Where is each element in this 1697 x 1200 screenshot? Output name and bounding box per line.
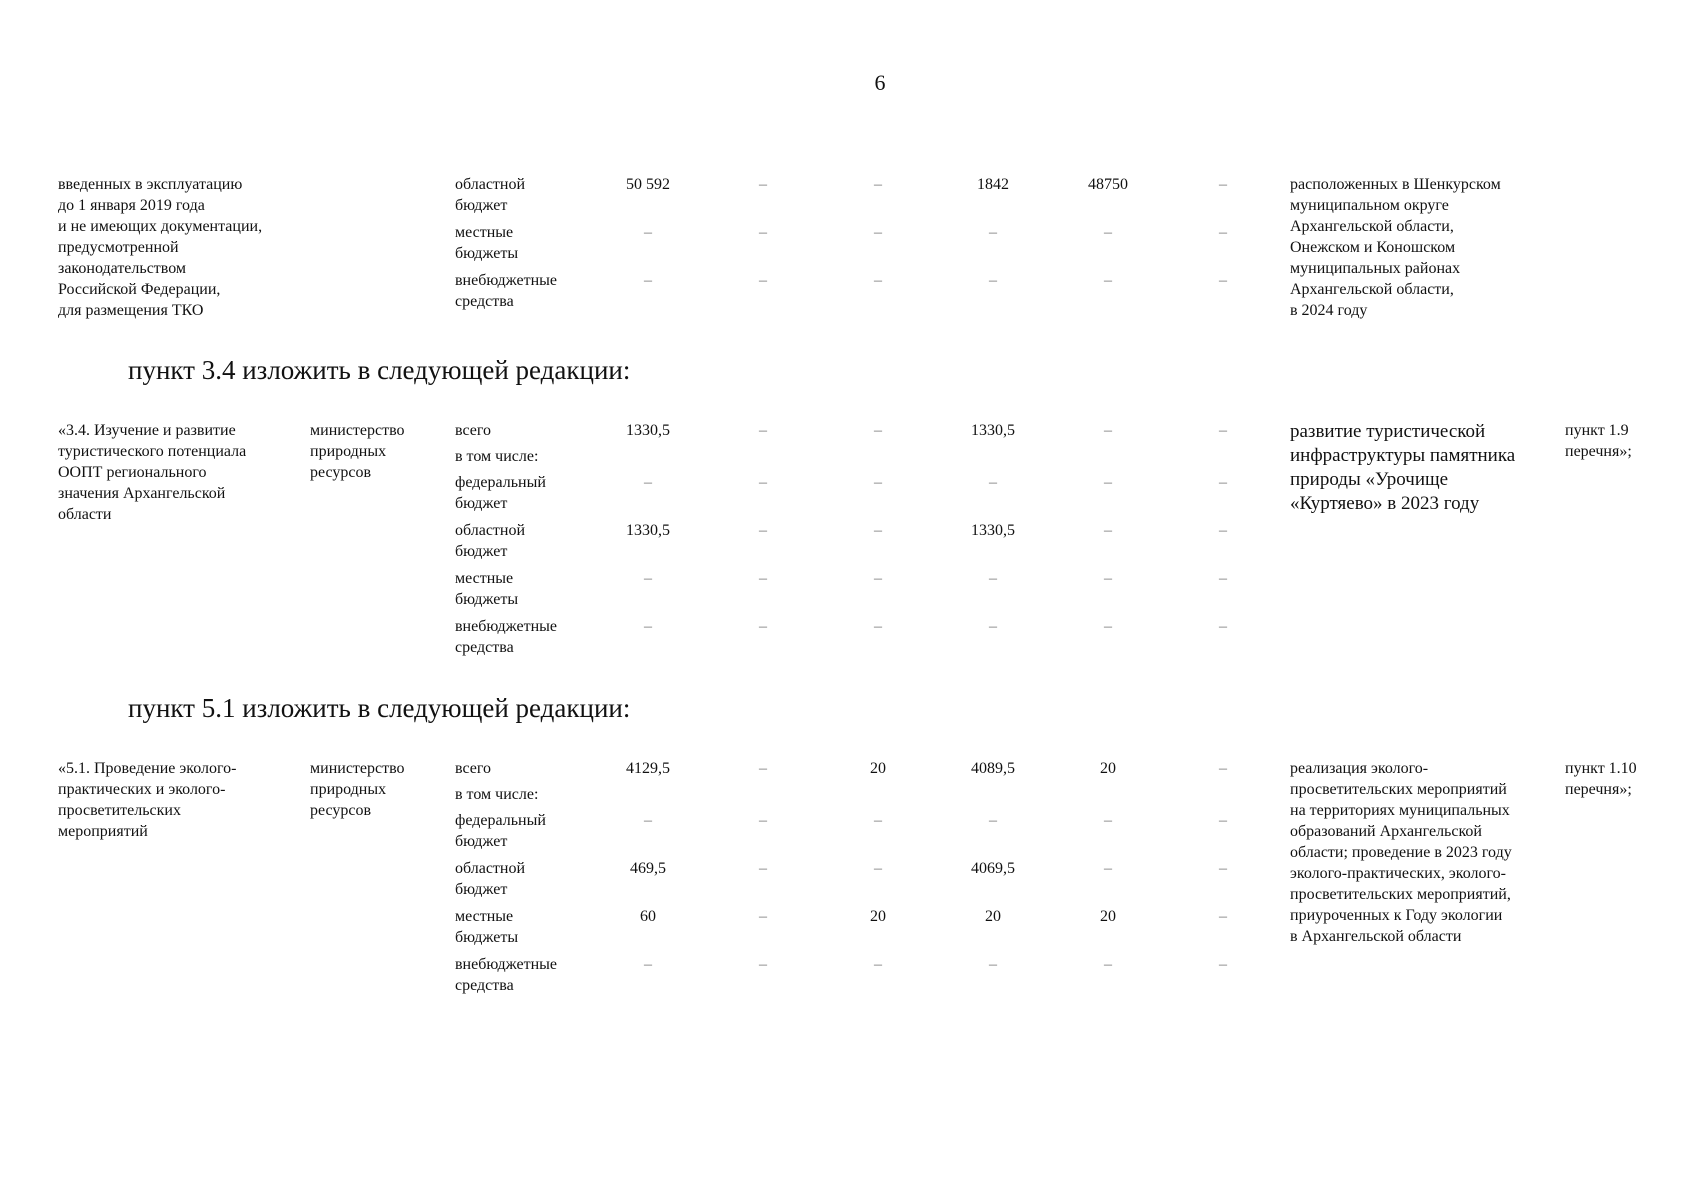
funding-value: –: [644, 812, 652, 829]
funding-value: –: [989, 618, 997, 635]
responsible-line: министерство: [310, 422, 405, 439]
description-line: Российской Федерации,: [58, 281, 221, 298]
description-line: мероприятий: [58, 823, 148, 840]
funding-source-line: местные: [455, 908, 514, 925]
result-line: природы «Урочище: [1290, 469, 1449, 490]
result-line: развитие туристической: [1290, 421, 1486, 442]
result-line: «Куртяево» в 2023 году: [1290, 493, 1480, 514]
result-line: реализация эколого-: [1290, 760, 1429, 777]
funding-value: 1330,5: [626, 522, 670, 539]
funding-value: –: [759, 618, 767, 635]
funding-source-line: областной: [455, 522, 526, 539]
funding-value: 20: [1100, 908, 1116, 925]
funding-value: 4089,5: [971, 760, 1015, 777]
funding-source: [455, 174, 605, 216]
funding-value: –: [1219, 812, 1227, 829]
reference: [1565, 420, 1685, 462]
funding-source-line: бюджет: [455, 495, 508, 512]
funding-source: [455, 758, 605, 779]
responsible-line: природных: [310, 443, 387, 460]
funding-value: 469,5: [630, 860, 666, 877]
measure-description: [58, 420, 298, 525]
description-line: для размещения ТКО: [58, 302, 204, 319]
funding-value: –: [874, 422, 882, 439]
funding-source: [455, 954, 605, 996]
result-line: просветительских мероприятий: [1290, 781, 1507, 798]
funding-value: –: [874, 474, 882, 491]
funding-source: [455, 420, 605, 441]
result-line: инфраструктуры памятника: [1290, 445, 1516, 466]
result-line: эколого-практических, эколого-: [1290, 865, 1506, 882]
funding-value: –: [759, 760, 767, 777]
measure-description: [58, 758, 298, 842]
section-heading: пункт 5.1 изложить в следующей редакции:: [128, 693, 631, 723]
result-line: приуроченных к Году экологии: [1290, 907, 1503, 924]
responsible-line: ресурсов: [310, 464, 372, 481]
funding-value: –: [759, 812, 767, 829]
funding-value: –: [874, 224, 882, 241]
funding-value: –: [989, 570, 997, 587]
funding-value: 1330,5: [971, 422, 1015, 439]
funding-source-line: бюджет: [455, 881, 508, 898]
funding-value: –: [759, 956, 767, 973]
funding-value: –: [874, 812, 882, 829]
funding-value: –: [1219, 618, 1227, 635]
funding-value: –: [874, 860, 882, 877]
funding-source: [455, 520, 605, 562]
funding-source: [455, 784, 605, 805]
funding-source-line: бюджеты: [455, 929, 519, 946]
funding-source: [455, 222, 605, 264]
funding-value: –: [759, 422, 767, 439]
funding-value: –: [644, 570, 652, 587]
funding-value: –: [759, 272, 767, 289]
funding-value: –: [759, 570, 767, 587]
description-line: до 1 января 2019 года: [58, 197, 205, 214]
funding-value: –: [989, 474, 997, 491]
funding-source-line: областной: [455, 176, 526, 193]
funding-source-line: в том числе:: [455, 786, 539, 803]
funding-source-line: федеральный: [455, 474, 546, 491]
reference-line: пункт 1.10: [1565, 760, 1637, 777]
funding-source: [455, 446, 605, 467]
funding-source-line: бюджет: [455, 833, 508, 850]
expected-result: [1290, 758, 1560, 947]
funding-source: [455, 810, 605, 852]
funding-value: 60: [640, 908, 656, 925]
funding-value: –: [989, 272, 997, 289]
funding-value: –: [874, 272, 882, 289]
funding-value: –: [1219, 422, 1227, 439]
funding-value: 20: [985, 908, 1001, 925]
funding-value: –: [1104, 956, 1112, 973]
funding-value: 48750: [1088, 176, 1128, 193]
description-line: практических и эколого-: [58, 781, 226, 798]
funding-value: –: [1219, 224, 1227, 241]
funding-source-line: федеральный: [455, 812, 546, 829]
expected-result: [1290, 420, 1550, 516]
funding-value: 1330,5: [626, 422, 670, 439]
description-line: ООПТ регионального: [58, 464, 207, 481]
funding-source-line: внебюджетные: [455, 618, 557, 635]
description-line: предусмотренной: [58, 239, 179, 256]
description-line: «3.4. Изучение и развитие: [58, 422, 236, 439]
funding-value: –: [644, 618, 652, 635]
result-line: Онежском и Коношском: [1290, 239, 1456, 256]
funding-value: –: [1104, 812, 1112, 829]
description-line: и не имеющих документации,: [58, 218, 263, 235]
funding-source-line: средства: [455, 639, 514, 656]
funding-source-line: областной: [455, 860, 526, 877]
funding-value: –: [759, 224, 767, 241]
description-line: введенных в эксплуатацию: [58, 176, 243, 193]
description-line: области: [58, 506, 112, 523]
funding-value: –: [1104, 860, 1112, 877]
funding-value: –: [1104, 272, 1112, 289]
funding-source: [455, 568, 605, 610]
funding-value: –: [1219, 522, 1227, 539]
funding-value: –: [1219, 956, 1227, 973]
funding-value: –: [1219, 272, 1227, 289]
funding-value: –: [874, 618, 882, 635]
funding-value: –: [1219, 760, 1227, 777]
funding-source-line: средства: [455, 977, 514, 994]
measure-description: [58, 174, 298, 321]
funding-source-line: средства: [455, 293, 514, 310]
responsible-executor: [310, 758, 440, 821]
funding-value: –: [644, 272, 652, 289]
description-line: «5.1. Проведение эколого-: [58, 760, 237, 777]
funding-value: –: [874, 956, 882, 973]
section-heading: пункт 3.4 изложить в следующей редакции:: [128, 355, 631, 385]
responsible-line: природных: [310, 781, 387, 798]
result-line: муниципальном округе: [1290, 197, 1449, 214]
description-line: туристического потенциала: [58, 443, 247, 460]
funding-value: –: [1104, 422, 1112, 439]
funding-value: –: [759, 176, 767, 193]
result-line: образований Архангельской: [1290, 823, 1482, 840]
result-line: Архангельской области,: [1290, 281, 1454, 298]
result-line: области; проведение в 2023 году: [1290, 844, 1512, 861]
result-line: в Архангельской области: [1290, 928, 1462, 945]
funding-value: 20: [870, 908, 886, 925]
page-number: 6: [874, 70, 886, 95]
funding-value: 1842: [977, 176, 1009, 193]
funding-value: –: [1104, 224, 1112, 241]
funding-value: –: [1104, 522, 1112, 539]
funding-source-line: местные: [455, 570, 514, 587]
description-line: значения Архангельской: [58, 485, 226, 502]
reference-line: перечня»;: [1565, 443, 1632, 460]
funding-source: [455, 472, 605, 514]
funding-value: 20: [1100, 760, 1116, 777]
reference: [1565, 758, 1685, 800]
funding-source-line: внебюджетные: [455, 272, 557, 289]
funding-value: –: [644, 474, 652, 491]
funding-value: 4069,5: [971, 860, 1015, 877]
funding-value: –: [759, 522, 767, 539]
result-line: муниципальных районах: [1290, 260, 1461, 277]
funding-source-line: местные: [455, 224, 514, 241]
funding-value: –: [989, 224, 997, 241]
funding-source: [455, 616, 605, 658]
funding-value: 20: [870, 760, 886, 777]
result-line: на территориях муниципальных: [1290, 802, 1510, 819]
funding-value: –: [1219, 908, 1227, 925]
funding-source-line: бюджеты: [455, 245, 519, 262]
funding-value: –: [759, 474, 767, 491]
funding-value: 4129,5: [626, 760, 670, 777]
funding-value: –: [874, 570, 882, 587]
responsible-line: ресурсов: [310, 802, 372, 819]
description-line: просветительских: [58, 802, 181, 819]
funding-value: –: [1104, 618, 1112, 635]
funding-value: –: [644, 224, 652, 241]
funding-value: 1330,5: [971, 522, 1015, 539]
funding-value: –: [759, 908, 767, 925]
funding-value: –: [874, 522, 882, 539]
funding-value: –: [874, 176, 882, 193]
result-line: расположенных в Шенкурском: [1290, 176, 1501, 193]
responsible-line: министерство: [310, 760, 405, 777]
funding-source-line: в том числе:: [455, 448, 539, 465]
funding-value: –: [759, 860, 767, 877]
result-line: Архангельской области,: [1290, 218, 1454, 235]
responsible-executor: [310, 420, 440, 483]
funding-source: [455, 858, 605, 900]
description-line: законодательством: [58, 260, 187, 277]
funding-source-line: бюджет: [455, 543, 508, 560]
funding-value: –: [1104, 474, 1112, 491]
reference-line: пункт 1.9: [1565, 422, 1629, 439]
result-line: просветительских мероприятий,: [1290, 886, 1511, 903]
expected-result: [1290, 174, 1560, 321]
funding-value: –: [1104, 570, 1112, 587]
funding-source-line: бюджет: [455, 197, 508, 214]
funding-value: –: [1219, 860, 1227, 877]
funding-value: –: [1219, 176, 1227, 193]
funding-source: [455, 906, 605, 948]
funding-value: 50 592: [626, 176, 670, 193]
funding-value: –: [989, 956, 997, 973]
funding-source-line: всего: [455, 422, 492, 439]
funding-value: –: [644, 956, 652, 973]
funding-source-line: всего: [455, 760, 492, 777]
funding-source: [455, 270, 605, 312]
funding-value: –: [1219, 570, 1227, 587]
reference-line: перечня»;: [1565, 781, 1632, 798]
funding-value: –: [989, 812, 997, 829]
funding-value: –: [1219, 474, 1227, 491]
funding-source-line: внебюджетные: [455, 956, 557, 973]
result-line: в 2024 году: [1290, 302, 1368, 319]
funding-source-line: бюджеты: [455, 591, 519, 608]
